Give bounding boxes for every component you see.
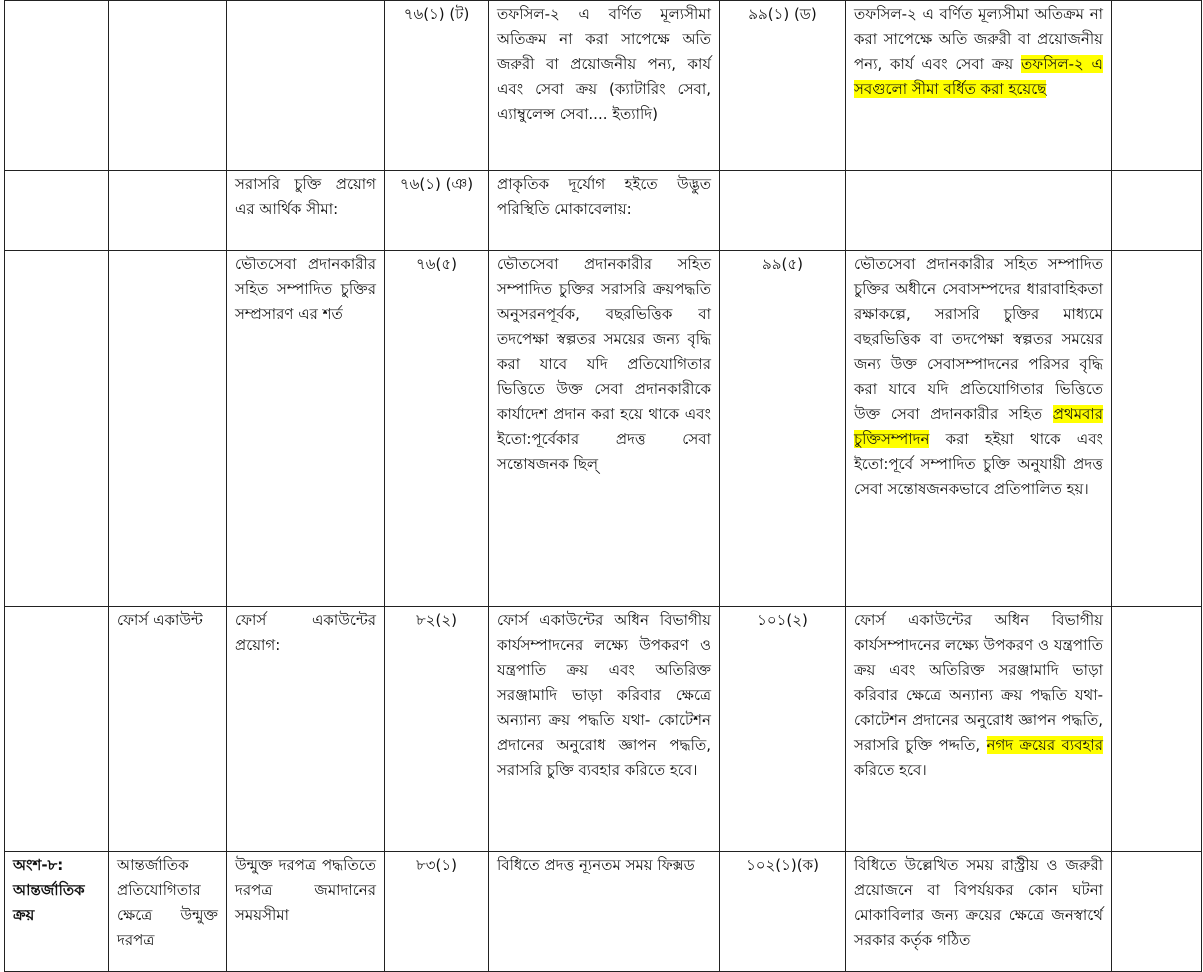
highlighted-change: প্রথমবার চুক্তিসম্পাদন: [854, 405, 1103, 448]
new-rule-ref: ১০২(১)(ক): [720, 852, 846, 972]
topic-cell: [109, 251, 227, 607]
old-rule-text: ফোর্স একাউন্টের অধিন বিভাগীয় কার্যসম্পাদনের লক্ষ্যে উপকরণ ও যন্ত্রপাতি ক্রয় এবং অতিরিক্ত সরঞ্জামাদি ভাড়া করিবার ক্ষেত্রে অন্যান্য ক্রয় পদ্ধতি যথা- কোটেশন প্রদানের অনুরোধ জ্ঞাপন পদ্ধতি, সরাসরি চুক্তি ব্যবহার করিতে হবে।: [489, 607, 720, 852]
part-cell: [5, 251, 109, 607]
old-rule-ref: ৭৬(১) (ট): [385, 1, 489, 171]
part-cell: অংশ-৮: আন্তর্জাতিক ক্রয়: [5, 852, 109, 972]
new-rule-ref: ১০১(২): [720, 607, 846, 852]
remarks-cell: [1112, 852, 1202, 972]
old-rule-text: প্রাকৃতিক দূর্যোগ হইতে উদ্ভুত পরিস্থিতি মোকাবেলায়:: [489, 171, 720, 251]
new-rule-text-body: তফসিল-২ এ বর্ণিত মূল্যসীমা অতিক্রম না করা সাপেক্ষে অতি জরুরী বা প্রয়োজনীয় পন্য, কার্য এবং সেবা ক্রয়: [854, 5, 1103, 73]
remarks-cell: [1112, 607, 1202, 852]
new-rule-text-body: ভৌতসেবা প্রদানকারীর সহিত সম্পাদিত চুক্তির অধীনে সেবাসম্পদের ধারাবাহিকতা রক্ষাকল্পে, সরাসরি চুক্তির মাধ্যমে বছরভিত্তিক বা তদপেক্ষা স্বল্পতর সময়ের জন্য উক্ত সেবাসম্পাদনের পরিসর বৃদ্ধি করা যাবে যদি প্রতিযোগিতার ভিত্তিতে উক্ত সেবা প্রদানকারীর সহিত: [854, 255, 1103, 423]
subtopic-cell: উন্মুক্ত দরপত্র পদ্ধতিতে দরপত্র জমাদানের সময়সীমা: [227, 852, 385, 972]
old-rule-text: তফসিল-২ এ বর্ণিত মূল্যসীমা অতিক্রম না করা সাপেক্ষে অতি জরুরী বা প্রয়োজনীয় পন্য, কার্য এবং সেবা ক্রয় (ক্যাটারিং সেবা, এ্যাম্বুলেন্স সেবা.... ইত্যাদি): [489, 1, 720, 171]
new-rule-text: [846, 1, 1112, 171]
new-rule-text: [846, 607, 1112, 852]
table-row: [5, 607, 1202, 852]
remarks-cell: [1112, 251, 1202, 607]
new-rule-text: [846, 171, 1112, 251]
remarks-cell: [1112, 1, 1202, 171]
old-rule-text: ভৌতসেবা প্রদানকারীর সহিত সম্পাদিত চুক্তির সরাসরি ক্রয়পদ্ধতি অনুসরনপূর্বক, বছরভিত্তিক বা তদপেক্ষা স্বল্পতর সময়ের জন্য বৃদ্ধি করা যাবে যদি প্রতিযোগিতার ভিত্তিতে উক্ত সেবা প্রদানকারীকে কার্যাদেশ প্রদান করা হয়ে থাকে এবং ইতো:পূর্বেকার প্রদত্ত সেবা সন্তোষজনক ছিল্: [489, 251, 720, 607]
part-cell: [5, 171, 109, 251]
subtopic-cell: সরাসরি চুক্তি প্রয়োগ এর আর্থিক সীমা:: [227, 171, 385, 251]
table-row: [5, 1, 1202, 171]
new-rule-text: [846, 251, 1112, 607]
old-rule-ref: ৭৬(১) (ঞ): [385, 171, 489, 251]
old-rule-text: বিধিতে প্রদত্ত ন্যূনতম সময় ফিক্সড: [489, 852, 720, 972]
old-rule-ref: ৮৩(১): [385, 852, 489, 972]
topic-cell: আন্তর্জাতিক প্রতিযোগিতার ক্ষেত্রে উন্মুক্ত দরপত্র: [109, 852, 227, 972]
part-cell: [5, 1, 109, 171]
part-cell: [5, 607, 109, 852]
new-rule-text: বিধিতে উল্লেখিত সময় রাস্ট্রীয় ও জরুরী প্রয়োজনে বা বিপর্যয়কর কোন ঘটনা মোকাবিলার জন্য ক্রয়ের ক্ষেত্রে জনস্বার্থে সরকার কর্তৃক গঠিত: [846, 852, 1112, 972]
table-row: [5, 251, 1202, 607]
table-row: [5, 171, 1202, 251]
old-rule-ref: ৮২(২): [385, 607, 489, 852]
new-rule-ref: [720, 171, 846, 251]
subtopic-cell: ভৌতসেবা প্রদানকারীর সহিত সম্পাদিত চুক্তির সম্প্রসারণ এর শর্ত: [227, 251, 385, 607]
new-rule-ref: ৯৯(১) (ড): [720, 1, 846, 171]
table-row: [5, 852, 1202, 972]
remarks-cell: [1112, 171, 1202, 251]
new-rule-text-tail: করিতে হবে।: [854, 761, 927, 779]
topic-cell: [109, 171, 227, 251]
highlighted-change: নগদ ক্রয়ের ব্যবহার: [986, 736, 1103, 754]
subtopic-cell: ফোর্স একাউন্টের প্রয়োগ:: [227, 607, 385, 852]
old-rule-ref: ৭৬(৫): [385, 251, 489, 607]
highlighted-change: তফসিল-২ এ সবগুলো সীমা বর্ধিত করা হয়েছে: [854, 55, 1103, 98]
topic-cell: [109, 1, 227, 171]
new-rule-text-body: ফোর্স একাউন্টের অধিন বিভাগীয় কার্যসম্পাদনের লক্ষ্যে উপকরণ ও যন্ত্রপাতি ক্রয় এবং অতিরিক্ত সরঞ্জামাদি ভাড়া করিবার ক্ষেত্রে অন্যান্য ক্রয় পদ্ধতি যথা- কোটেশন প্রদানের অনুরোধ জ্ঞাপন পদ্ধতি, সরাসরি চুক্তি পদ্দতি,: [854, 611, 1103, 754]
subtopic-cell: [227, 1, 385, 171]
new-rule-text-tail: করা হইয়া থাকে এবং ইতো:পূর্বে সম্পাদিত চুক্তি অনুযায়ী প্রদত্ত সেবা সন্তোষজনকভাবে প্রতিপালিত হয়।: [854, 430, 1103, 498]
new-rule-ref: ৯৯(৫): [720, 251, 846, 607]
topic-cell: ফোর্স একাউন্ট: [109, 607, 227, 852]
procurement-comparison-table: [4, 0, 1202, 972]
